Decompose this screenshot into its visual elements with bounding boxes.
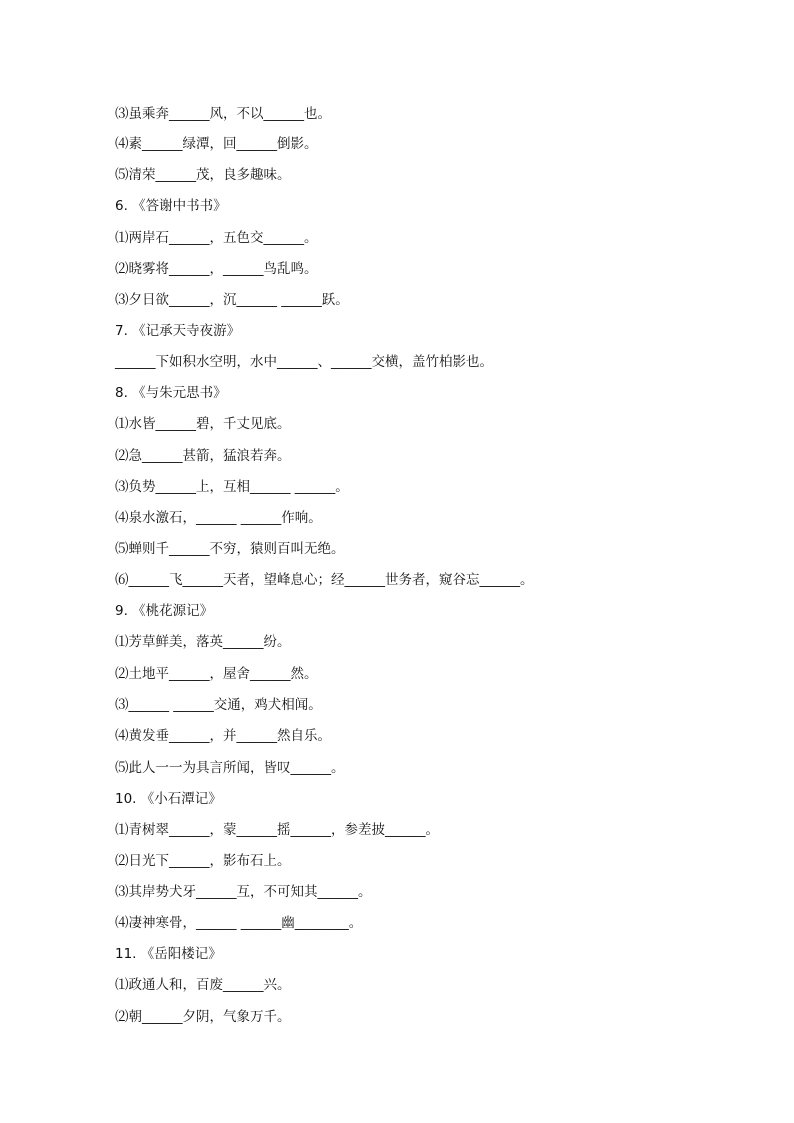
text-line: ⑴水皆______碧，千丈见底。: [115, 416, 291, 432]
text-line: ⑴两岸石______，五色交______。: [115, 230, 318, 246]
text-line: ⑸清荣______茂，良多趣味。: [115, 167, 291, 183]
text-line: ⑵朝______夕阴，气象万千。: [115, 1009, 291, 1025]
text-line: ⑴芳草鲜美，落英______纷。: [115, 634, 291, 650]
text-line: ⑷黄发垂______，并______然自乐。: [115, 728, 331, 744]
text-line: ⑵日光下______，影布石上。: [115, 853, 291, 869]
text-line: ⑴政通人和，百废______兴。: [115, 977, 291, 993]
text-line: ⑵土地平______，屋舍______然。: [115, 666, 318, 682]
section-heading: 11. 《岳阳楼记》: [115, 946, 222, 962]
text-line: ⑷素______绿潭，回______倒影。: [115, 136, 318, 152]
text-line: ⑷凄神寒骨，______ ______幽________。: [115, 915, 363, 931]
text-line: ⑸蝉则千______不穷，猿则百叫无绝。: [115, 541, 345, 557]
section-heading: 7. 《记承天寺夜游》: [115, 323, 241, 339]
text-line: ⑶负势______上，互相______ ______。: [115, 479, 349, 495]
text-line: ⑴青树翠______，蒙______摇______，参差披______。: [115, 822, 439, 838]
text-line: ⑶______ ______交通，鸡犬相闻。: [115, 697, 322, 713]
text-line: ⑶夕日欲______，沉______ ______跃。: [115, 292, 349, 308]
text-line: ⑶虽乘奔______风，不以______也。: [115, 106, 331, 122]
section-heading: 9. 《桃花源记》: [115, 603, 214, 619]
text-line: ⑶其岸势犬牙______互，不可知其______。: [115, 884, 372, 900]
text-line: ______下如积水空明，水中______、______交横，盖竹柏影也。: [115, 354, 493, 370]
section-heading: 6. 《答谢中书书》: [115, 198, 227, 214]
text-line: ⑷泉水激石，______ ______作响。: [115, 510, 322, 526]
section-heading: 8. 《与朱元思书》: [115, 385, 227, 401]
text-line: ⑸此人一一为具言所闻，皆叹______。: [115, 760, 345, 776]
text-line: ⑹______飞______天者，望峰息心；经______世务者，窥谷忘______。: [115, 572, 534, 588]
text-line: ⑵晓雾将______，______鸟乱鸣。: [115, 261, 318, 277]
text-line: ⑵急______甚箭，猛浪若奔。: [115, 448, 291, 464]
section-heading: 10. 《小石潭记》: [115, 791, 222, 807]
